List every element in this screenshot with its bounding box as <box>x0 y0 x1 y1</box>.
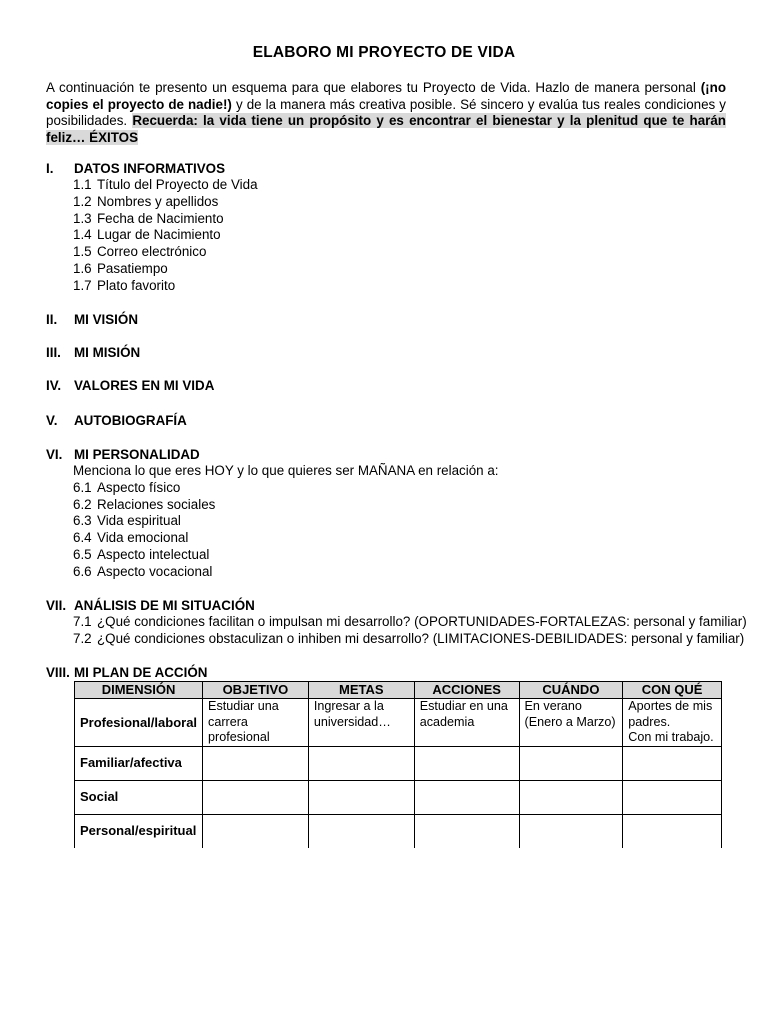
table-cell <box>203 780 309 814</box>
section-number: III. <box>46 345 61 360</box>
item-text: Aspecto físico <box>97 479 181 495</box>
table-cell <box>623 814 722 848</box>
column-header: METAS <box>308 682 414 699</box>
table-cell <box>519 780 623 814</box>
item-number: 6.5 <box>73 546 92 562</box>
item-number: 6.4 <box>73 530 92 546</box>
section-number: VII. <box>46 598 67 613</box>
list-item <box>73 513 499 530</box>
section-label: ANÁLISIS DE MI SITUACIÓN <box>74 598 255 613</box>
item-number: 7.1 <box>73 614 92 629</box>
dimension-cell: Personal/espiritual <box>75 814 203 848</box>
item-number: 1.2 <box>73 193 92 209</box>
list-item <box>73 614 747 631</box>
item-text: Vida emocional <box>97 530 189 546</box>
section-label: MI VISIÓN <box>74 312 138 327</box>
section-label: VALORES EN MI VIDA <box>74 378 215 393</box>
item-text: Nombres y apellidos <box>97 193 219 209</box>
item-text: Lugar de Nacimiento <box>97 227 221 243</box>
table-cell <box>414 814 519 848</box>
dimension-cell: Social <box>75 780 203 814</box>
section-label: MI PERSONALIDAD <box>74 447 200 462</box>
list-item <box>73 547 499 564</box>
table-cell <box>623 746 722 780</box>
item-number: 1.5 <box>73 244 92 260</box>
section-heading-vision <box>46 312 138 327</box>
list-item <box>73 261 258 278</box>
section-number: VI. <box>46 447 63 462</box>
table-cell: Estudiar en una academia <box>414 699 519 747</box>
item-text: Título del Proyecto de Vida <box>97 177 258 192</box>
section-number: VIII. <box>46 665 70 680</box>
table-row <box>75 746 722 780</box>
table-cell <box>308 780 414 814</box>
section-heading-valores <box>46 378 214 393</box>
item-number: 6.2 <box>73 496 92 512</box>
table-cell <box>414 780 519 814</box>
personalidad-intro: Menciona lo que eres HOY y lo que quieres ser MAÑANA en relación a: <box>73 463 499 478</box>
section-heading-mision <box>46 345 140 360</box>
section-number: II. <box>46 312 58 327</box>
table-cell <box>308 814 414 848</box>
section-number: V. <box>46 413 58 428</box>
item-number: 6.6 <box>73 563 92 579</box>
intro-bold-text: (¡no copies el proyecto de nadie!) <box>46 80 726 112</box>
list-item <box>73 227 258 244</box>
item-text: Relaciones sociales <box>97 496 216 512</box>
table-cell <box>519 746 623 780</box>
item-text: ¿Qué condiciones facilitan o impulsan mi desarrollo? (OPORTUNIDADES-FORTALEZAS: personal y familiar) <box>97 614 747 629</box>
table-cell: Aportes de mis padres. Con mi trabajo. <box>623 699 722 747</box>
dimension-cell: Profesional/laboral <box>75 699 203 747</box>
list-item <box>73 564 499 581</box>
list-item <box>73 177 258 194</box>
item-number: 1.1 <box>73 177 92 192</box>
intro-text-2: y de la manera más creativa posible. Sé sincero y evalúa tus reales condiciones y posibilidades. <box>46 96 726 129</box>
column-header: ACCIONES <box>414 682 519 699</box>
list-item <box>73 497 499 514</box>
action-plan-table <box>74 681 722 848</box>
section-heading-personalidad <box>46 447 200 462</box>
table-cell <box>519 814 623 848</box>
item-text: Fecha de Nacimiento <box>97 210 224 226</box>
page-title: ELABORO MI PROYECTO DE VIDA <box>252 44 516 61</box>
item-text: Plato favorito <box>97 277 176 293</box>
table-header-row <box>75 682 722 699</box>
item-number: 1.6 <box>73 260 92 276</box>
column-header: DIMENSIÓN <box>75 682 203 699</box>
dimension-cell: Familiar/afectiva <box>75 746 203 780</box>
personalidad-list <box>73 463 499 581</box>
item-number: 7.2 <box>73 630 92 646</box>
column-header: CON QUÉ <box>623 682 722 699</box>
item-number: 6.3 <box>73 513 92 529</box>
table-row <box>75 780 722 814</box>
item-text: Pasatiempo <box>97 260 168 276</box>
column-header: CUÁNDO <box>519 682 623 699</box>
section-number: I. <box>46 161 54 176</box>
table-row <box>75 699 722 747</box>
item-number: 1.4 <box>73 227 92 243</box>
section-label: MI PLAN DE ACCIÓN <box>74 665 208 680</box>
item-text: Aspecto vocacional <box>97 563 213 579</box>
list-item <box>73 194 258 211</box>
section-label: MI MISIÓN <box>74 345 141 360</box>
item-text: Vida espiritual <box>97 513 181 529</box>
item-number: 1.3 <box>73 210 92 226</box>
section-label: AUTOBIOGRAFÍA <box>74 413 187 428</box>
item-text: Correo electrónico <box>97 244 207 260</box>
intro-text-1: A continuación te presento un esquema para que elabores tu Proyecto de Vida. Hazlo de manera personal <box>46 80 696 95</box>
section-label: DATOS INFORMATIVOS <box>74 161 226 176</box>
datos-list <box>73 177 258 295</box>
list-item <box>73 480 499 497</box>
item-text: Aspecto intelectual <box>97 546 210 562</box>
table-cell <box>203 746 309 780</box>
table-cell: En verano (Enero a Marzo) <box>519 699 623 747</box>
intro-paragraph <box>46 80 726 146</box>
list-item <box>73 530 499 547</box>
analisis-list <box>73 614 747 648</box>
item-number: 6.1 <box>73 479 92 495</box>
section-number: IV. <box>46 378 62 393</box>
item-text: ¿Qué condiciones obstaculizan o inhiben mi desarrollo? (LIMITACIONES-DEBILIDADES: personal y familiar) <box>97 630 745 646</box>
table-cell <box>203 814 309 848</box>
list-item <box>73 211 258 228</box>
column-header: OBJETIVO <box>203 682 309 699</box>
section-heading-datos <box>46 161 225 176</box>
list-item <box>73 631 747 648</box>
item-number: 1.7 <box>73 277 92 293</box>
table-cell <box>308 746 414 780</box>
section-heading-autobiografia <box>46 413 187 428</box>
intro-highlight: Recuerda: la vida tiene un propósito y es encontrar el bienestar y la plenitud que te harán feliz… ÉXITOS <box>46 113 726 145</box>
table-cell: Estudiar una carrera profesional <box>203 699 309 747</box>
table-cell: Ingresar a la universidad… <box>308 699 414 747</box>
list-item <box>73 244 258 261</box>
list-item <box>73 278 258 295</box>
table-cell <box>623 780 722 814</box>
section-heading-plan <box>46 665 207 680</box>
table-cell <box>414 746 519 780</box>
section-heading-analisis <box>46 598 255 613</box>
table-row <box>75 814 722 848</box>
